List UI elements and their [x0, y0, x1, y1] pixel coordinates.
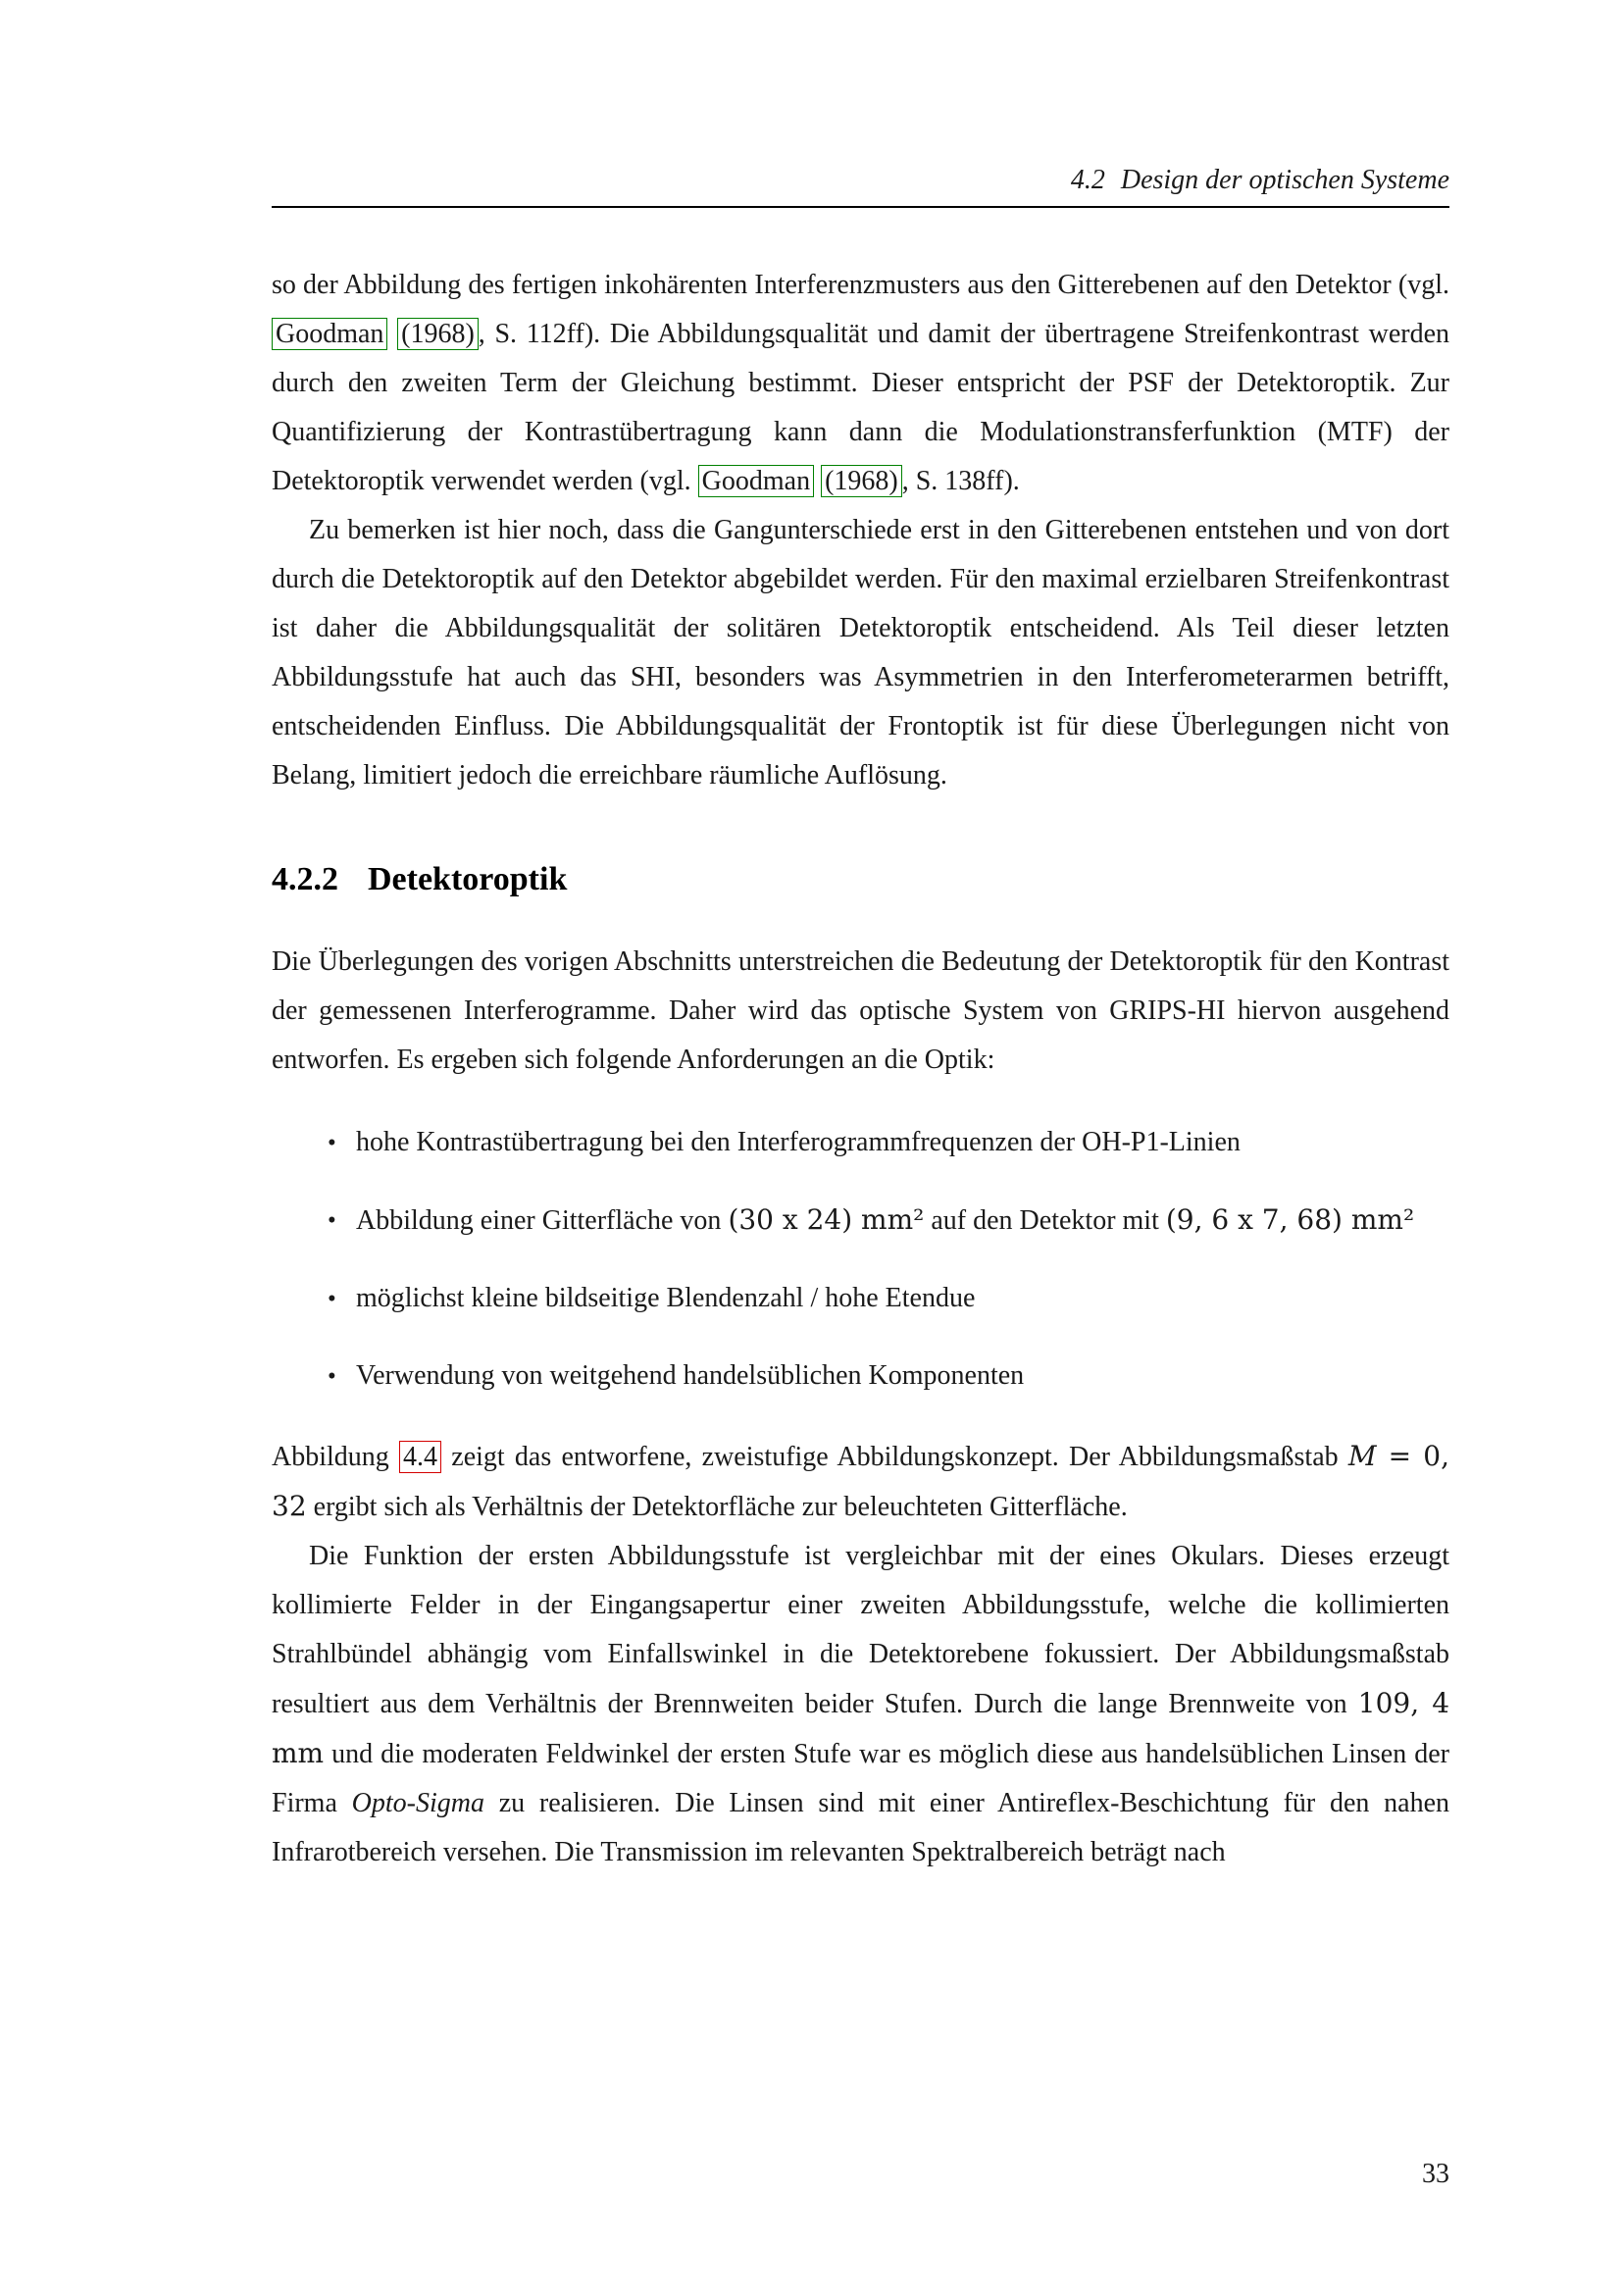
page-content: [272, 0, 1449, 1877]
paragraph-1: [272, 261, 1449, 506]
list-item: [326, 1196, 1449, 1246]
text-run: (9, 6 x 7, 68) mm²: [1165, 1203, 1415, 1236]
running-header-number: 4.2: [1070, 165, 1105, 195]
text-run: zu realisieren. Die Linsen sind mit einer Antireflex-Beschichtung für den nahen Infrarotbereich versehen. Die Transmission im relevanten Spektralbereich beträgt nach: [272, 1788, 1449, 1867]
bullet-icon: [328, 1196, 336, 1246]
citation-link[interactable]: Goodman: [272, 318, 387, 350]
text-run: Abbildung einer Gitterfläche von: [356, 1205, 729, 1236]
section-heading: [272, 859, 1449, 900]
running-header-title: Design der optischen Systeme: [1120, 165, 1449, 195]
text-run: so der Abbildung des fertigen inkohärenten Interferenzmusters aus den Gitterebenen auf den Detektor (vgl.: [272, 270, 1449, 300]
paragraph-2: Zu bemerken ist hier noch, dass die Gangunterschiede erst in den Gitterebenen entstehen und von dort durch die Detektoroptik auf den Detektor abgebildet werden. Für den maximal erzielbaren Streifenkontrast ist daher die Abbildungsqualität der solitären Detektoroptik entscheidend. Als Teil dieser letzten Abbildungsstufe hat auch das SHI, besonders was Asymmetrien in den Interferometerarmen betrifft, entscheidenden Einfluss. Die Abbildungsqualität der Frontoptik ist für diese Überlegungen nicht von Belang, limitiert jedoch die erreichbare räumliche Auflösung.: [272, 515, 1449, 791]
list-item-text: [356, 1360, 1024, 1391]
text-run: Opto-Sigma: [351, 1788, 484, 1818]
list-item-text: [356, 1127, 1241, 1157]
list-item-text: [356, 1205, 1414, 1236]
citation-link[interactable]: (1968): [397, 318, 479, 350]
page-number: 33: [1422, 2159, 1449, 2189]
text-run: , S. 112ff). Die Abbildungsqualität und damit der übertragene Streifenkontrast werden durch den zweiten Term der Gleichung bestimmt. Dieser entspricht der PSF der Detektoroptik. Zur Quantifizierung der Kontrastübertragung kann dann die Modulationstransferfunktion (MTF) der Detektoroptik verwendet werden (vgl.: [272, 319, 1450, 496]
paragraph-3: Die Überlegungen des vorigen Abschnitts unterstreichen die Bedeutung der Detektoroptik für den Kontrast der gemessenen Interferogramme. Daher wird das optische System von GRIPS-HI hiervon ausgehend entworfen. Es ergeben sich folgende Anforderungen an die Optik:: [272, 946, 1449, 1075]
text-run: möglichst kleine bildseitige Blendenzahl / hohe Etendue: [356, 1283, 976, 1313]
list-item-text: [356, 1283, 975, 1313]
header-rule: [272, 206, 1449, 208]
section-number: 4.2.2: [272, 861, 338, 897]
text-run: M: [1347, 1440, 1377, 1472]
text-run: , S. 138ff).: [901, 466, 1020, 496]
text-run: hohe Kontrastübertragung bei den Interferogrammfrequenzen der OH-P1-Linien: [356, 1127, 1241, 1157]
section-title: Detektoroptik: [368, 861, 568, 897]
bullet-icon: [328, 1118, 336, 1168]
text-run: Die Funktion der ersten Abbildungsstufe ist vergleichbar mit der eines Okulars. Dieses erzeugt kollimierte Felder in der Eingangsapertur einer zweiten Abbildungsstufe, welche die kollimierten Strahlbündel abhängig vom Einfallswinkel in die Detektorebene fokussiert. Der Abbildungsmaßstab resultiert aus dem Verhältnis der Brennweiten beider Stufen. Durch die lange Brennweite von: [272, 1541, 1449, 1719]
paragraph-4: [272, 1432, 1449, 1532]
requirements-list: [326, 1118, 1449, 1401]
list-item: [326, 1118, 1449, 1167]
text-run: auf den Detektor mit: [924, 1205, 1166, 1236]
text-run: und die moderaten Feldwinkel der ersten Stufe war es möglich diese aus handelsüblichen Linsen der Firma: [272, 1739, 1449, 1818]
citation-link[interactable]: (1968): [821, 465, 902, 497]
text-run: [387, 319, 397, 349]
running-header: [272, 165, 1449, 196]
bullet-icon: [328, 1274, 336, 1324]
text-run: Verwendung von weitgehend handelsüblichen Komponenten: [356, 1360, 1025, 1391]
citation-link[interactable]: Goodman: [698, 465, 814, 497]
bullet-icon: [328, 1352, 336, 1402]
figure-reference-link[interactable]: 4.4: [399, 1441, 441, 1473]
list-item: [326, 1352, 1449, 1401]
paragraph-5: [272, 1532, 1449, 1877]
list-item: [326, 1274, 1449, 1323]
text-run: 109, 4 mm: [272, 1687, 1450, 1769]
text-run: Abbildung: [272, 1442, 400, 1472]
text-run: = 0, 32: [272, 1440, 1450, 1522]
text-run: ergibt sich als Verhältnis der Detektorfläche zur beleuchteten Gitterfläche.: [306, 1492, 1128, 1522]
text-run: zeigt das entworfene, zweistufige Abbildungskonzept. Der Abbildungsmaßstab: [441, 1442, 1348, 1472]
text-run: (30 x 24) mm²: [728, 1203, 925, 1236]
